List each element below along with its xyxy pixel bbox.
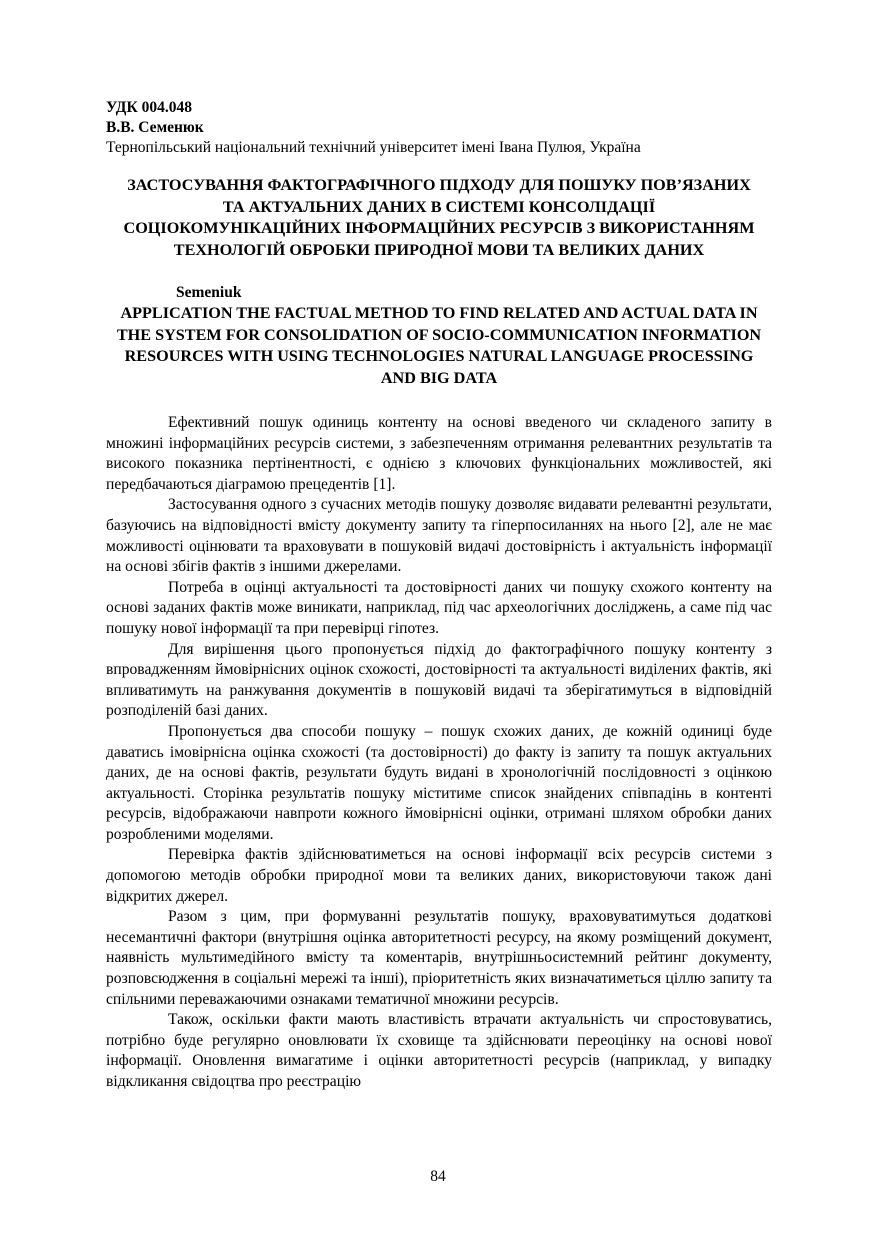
- paragraph-6: Перевірка фактів здійснюватиметься на основі інформації всіх ресурсів системи з допомогою методів обробки природної мови та великих даних, використовуючи також дані відкритих джерел.: [106, 846, 772, 905]
- paragraph-7: Разом з цим, при формуванні результатів пошуку, враховуватимуться додаткові несемантичні фактори (внутрішня оцінка авторитетності ресурсу, на якому розміщений документ, наявність мультимедійного вмісту та коментарів, внутрішньосистемний рейтинг документу, розповсюдження в соціальні мережі та інші), пріоритетність яких визначатиметься ціллю запиту та спільними переважаючими ознаками тематичної множини ресурсів.: [106, 908, 772, 1008]
- affiliation: Тернопільський національний технічний університет імені Івана Пулюя, Україна: [106, 139, 641, 156]
- paragraph-8: Також, оскільки факти мають властивість втрачати актуальність чи спростовуватись, потрібно буде регулярно оновлювати їх сховище та здійснювати переоцінку на основі нової інформації. Оновлення вимагатиме і оцінки авторитетності ресурсів (наприклад, у випадку відкликання свідоцтва про реєстрацію: [106, 1011, 772, 1090]
- paragraph-4: Для вирішення цього пропонується підхід до фактографічного пошуку контенту з впровадженням ймовірнісних оцінок схожості, достовірності та актуальності виділених фактів, які впливатимуть на ранжування документів в пошуковій видачі та зберігатимуться в відповідній розподіленій базі даних.: [106, 640, 772, 720]
- author-ua: В.В. Семенюк: [106, 119, 204, 136]
- paragraph-5: Пропонується два способи пошуку – пошук схожих даних, де кожній одиниці буде даватись імовірнісна оцінка схожості (та достовірності) до факту із запиту та пошук актуальних даних, де на основі фактів, результати будуть видані в хронологічній послідовності з оцінкою актуальності. Сторінка результатів пошуку міститиме список знайдених співпадінь в контенті ресурсів, відображаючи навпроти кожного ймовірнісні оцінки, отримані шляхом обробки даних розробленими моделями.: [106, 722, 772, 843]
- author-english: Semeniuk: [176, 284, 242, 301]
- paragraph-1: Ефективний пошук одиниць контенту на основі введеного чи складеного запиту в множині інформаційних ресурсів системи, з забезпеченням отримання релевантних результатів та високого показника пертінентності, є однією з ключових функціональних можливостей, які передбачаються діаграмою прецедентів [1].: [106, 414, 772, 493]
- paragraph-3: Потреба в оцінці актуальності та достовірності даних чи пошуку схожого контенту на основі заданих фактів може виникати, наприклад, під час археологічних досліджень, а саме під час пошуку нової інформації та при перевірці гіпотез.: [106, 578, 772, 637]
- page-content: [106, 98, 772, 1093]
- body-text: [106, 413, 772, 1093]
- udc-code: УДК 004.048: [106, 99, 192, 116]
- title-ukrainian: ЗАСТОСУВАННЯ ФАКТОГРАФІЧНОГО ПІДХОДУ ДЛЯ ПОШУКУ ПОВ’ЯЗАНИХ ТА АКТУАЛЬНИХ ДАНИХ В СИСТЕМІ КОНСОЛІДАЦІЇ СОЦІОКОМУНІКАЦІЙНИХ ІНФОРМАЦІЙНИХ РЕСУРСІВ З ВИКОРИСТАННЯМ ТЕХНОЛОГІЙ ОБРОБКИ ПРИРОДНОЇ МОВИ ТА ВЕЛИКИХ ДАНИХ: [123, 176, 755, 259]
- title-english: APPLICATION THE FACTUAL METHOD TO FIND RELATED AND ACTUAL DATA IN THE SYSTEM FOR CONSOLIDATION OF SOCIO-COMMUNICATION INFORMATION RESOURCES WITH USING TECHNOLOGIES NATURAL LANGUAGE PROCESSING AND BIG DATA: [116, 304, 762, 387]
- paragraph-2: Застосування одного з сучасних методів пошуку дозволяє видавати релевантні результати, базуючись на відповідності вмісту документу запиту та гіперпосиланнях на нього [2], але не має можливості оцінювати та враховувати в пошуковій видачі достовірність і актуальність інформації на основі збігів фактів з іншими джерелами.: [106, 496, 772, 576]
- page-number: 84: [430, 1168, 446, 1185]
